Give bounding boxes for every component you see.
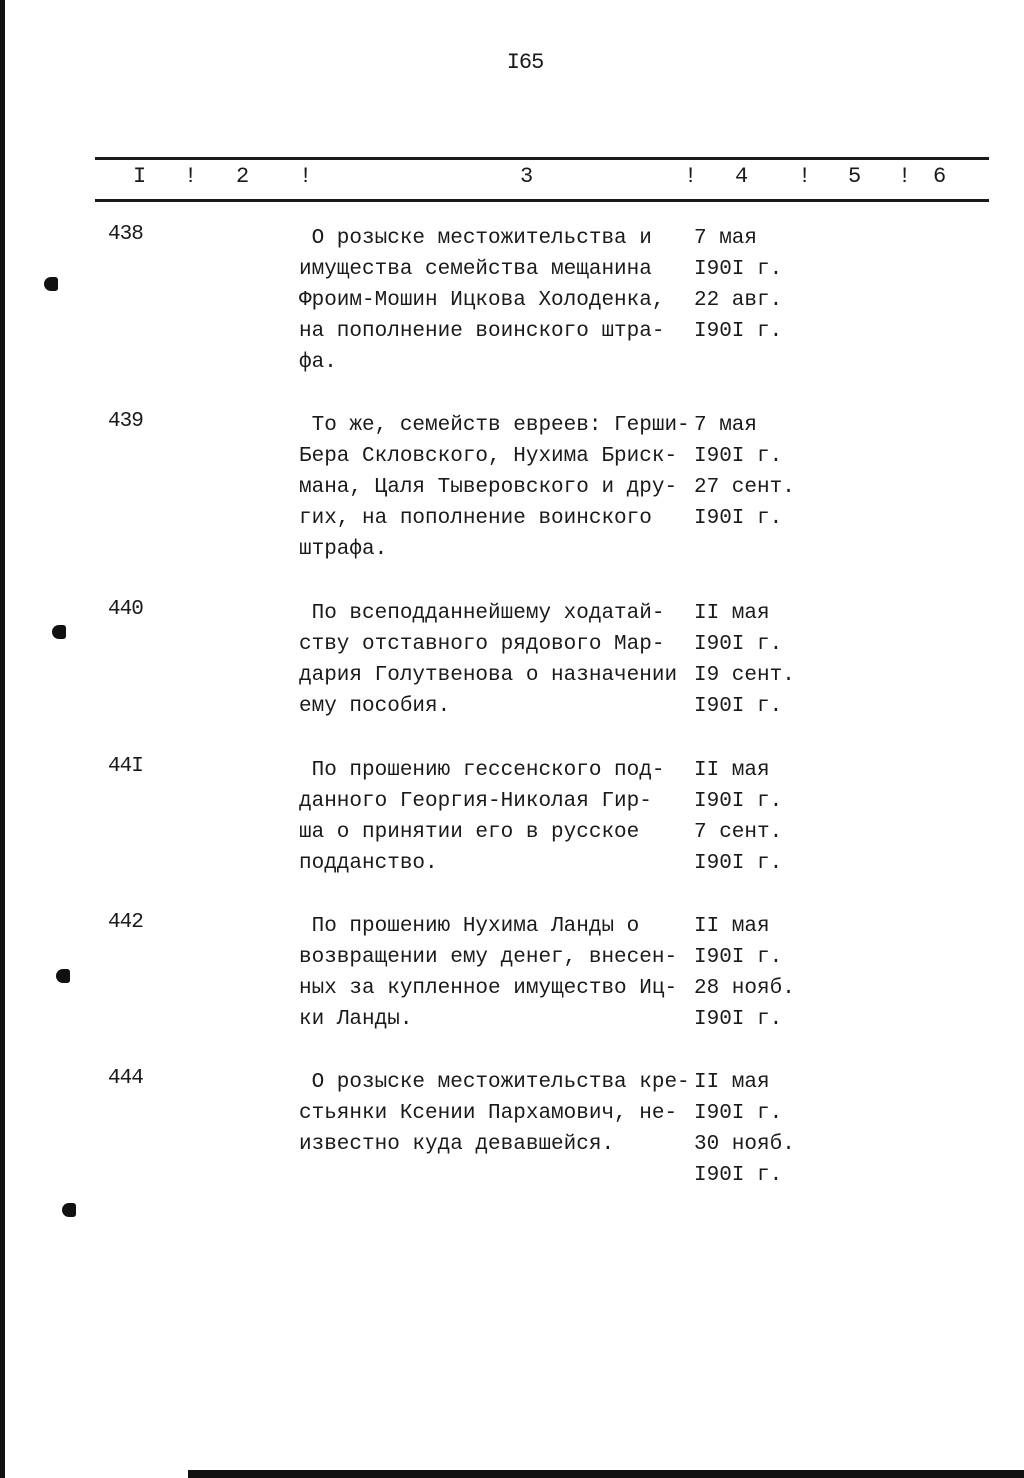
- entry-dates: [694, 223, 814, 347]
- description-line: известно куда девавшейся.: [299, 1133, 615, 1156]
- column-header-3: 3: [520, 164, 534, 189]
- description-line: подданство.: [299, 852, 438, 875]
- entry-description: [299, 223, 694, 378]
- column-header-6: 6: [933, 164, 947, 189]
- description-line: По прошению Нухима Ланды о: [299, 915, 640, 938]
- date-line: 27 сент.: [694, 476, 795, 499]
- description-line: штрафа.: [299, 538, 388, 561]
- date-line: I90I г.: [694, 1164, 783, 1187]
- entry-description: [299, 755, 694, 879]
- entry-number: 442: [108, 911, 143, 934]
- column-separator: !: [299, 164, 313, 189]
- entry-description: [299, 598, 694, 722]
- column-separator: !: [184, 164, 198, 189]
- column-separator: !: [684, 164, 698, 189]
- binder-hole-mark: [44, 277, 58, 291]
- description-line: ству отставного рядового Мар-: [299, 633, 665, 656]
- binder-hole-mark: [62, 1203, 76, 1217]
- date-line: I90I г.: [694, 320, 783, 343]
- description-line: То же, семейств евреев: Герши-: [299, 414, 690, 437]
- description-line: По прошению гессенского под-: [299, 759, 665, 782]
- entry-description: [299, 1067, 694, 1160]
- entry-number: 438: [108, 223, 143, 246]
- description-line: ша о принятии его в русское: [299, 821, 640, 844]
- description-line: мана, Цаля Тыверовского и дру-: [299, 476, 678, 499]
- date-line: II мая: [694, 759, 770, 782]
- date-line: 7 сент.: [694, 821, 783, 844]
- column-separator: !: [898, 164, 912, 189]
- entry-dates: [694, 410, 814, 534]
- header-top-rule: [95, 157, 989, 160]
- date-line: I90I г.: [694, 445, 783, 468]
- entry-dates: [694, 755, 814, 879]
- entry-description: [299, 410, 694, 565]
- entry-number: 439: [108, 410, 143, 433]
- scan-bottom-edge: [188, 1470, 1024, 1478]
- date-line: I90I г.: [694, 946, 783, 969]
- description-line: фа.: [299, 351, 337, 374]
- description-line: гих, на пополнение воинского: [299, 507, 652, 530]
- description-line: стьянки Ксении Пархамович, не-: [299, 1102, 678, 1125]
- entry-dates: [694, 1067, 814, 1191]
- description-line: По всеподданнейшему ходатай-: [299, 602, 665, 625]
- description-line: ему пособия.: [299, 695, 451, 718]
- column-header-2: 2: [236, 164, 250, 189]
- date-line: 28 нояб.: [694, 977, 795, 1000]
- description-line: Фроим-Мошин Ицкова Холоденка,: [299, 289, 665, 312]
- description-line: имущества семейства мещанина: [299, 258, 652, 281]
- date-line: II мая: [694, 1071, 770, 1094]
- column-header-1: I: [133, 164, 147, 189]
- table-header: [95, 164, 989, 192]
- binder-hole-mark: [52, 625, 66, 639]
- entry-description: [299, 911, 694, 1035]
- scan-left-edge: [0, 0, 5, 1478]
- description-line: дария Голутвенова о назначении: [299, 664, 678, 687]
- date-line: I90I г.: [694, 1102, 783, 1125]
- description-line: данного Георгия-Николая Гир-: [299, 790, 652, 813]
- column-separator: !: [798, 164, 812, 189]
- date-line: 30 нояб.: [694, 1133, 795, 1156]
- date-line: 22 авг.: [694, 289, 783, 312]
- date-line: I90I г.: [694, 1008, 783, 1031]
- description-line: ных за купленное имущество Иц-: [299, 977, 678, 1000]
- entry-number: 44I: [108, 755, 143, 778]
- date-line: I90I г.: [694, 695, 783, 718]
- description-line: возвращении ему денег, внесен-: [299, 946, 678, 969]
- binder-hole-mark: [56, 969, 70, 983]
- column-header-4: 4: [735, 164, 749, 189]
- description-line: на пополнение воинского штра-: [299, 320, 665, 343]
- description-line: О розыске местожительства и: [299, 227, 652, 250]
- entry-number: 444: [108, 1067, 143, 1090]
- date-line: I90I г.: [694, 507, 783, 530]
- header-bottom-rule: [95, 199, 989, 202]
- date-line: I90I г.: [694, 790, 783, 813]
- date-line: II мая: [694, 602, 770, 625]
- date-line: II мая: [694, 915, 770, 938]
- date-line: I90I г.: [694, 852, 783, 875]
- date-line: I90I г.: [694, 258, 783, 281]
- page-number: I65: [506, 50, 544, 75]
- date-line: 7 мая: [694, 414, 758, 437]
- date-line: I9 сент.: [694, 664, 795, 687]
- column-header-5: 5: [848, 164, 862, 189]
- date-line: I90I г.: [694, 633, 783, 656]
- date-line: 7 мая: [694, 227, 758, 250]
- entry-number: 440: [108, 598, 143, 621]
- description-line: Бера Скловского, Нухима Бриск-: [299, 445, 678, 468]
- description-line: ки Ланды.: [299, 1008, 413, 1031]
- entry-dates: [694, 911, 814, 1035]
- entry-dates: [694, 598, 814, 722]
- description-line: О розыске местожительства кре-: [299, 1071, 690, 1094]
